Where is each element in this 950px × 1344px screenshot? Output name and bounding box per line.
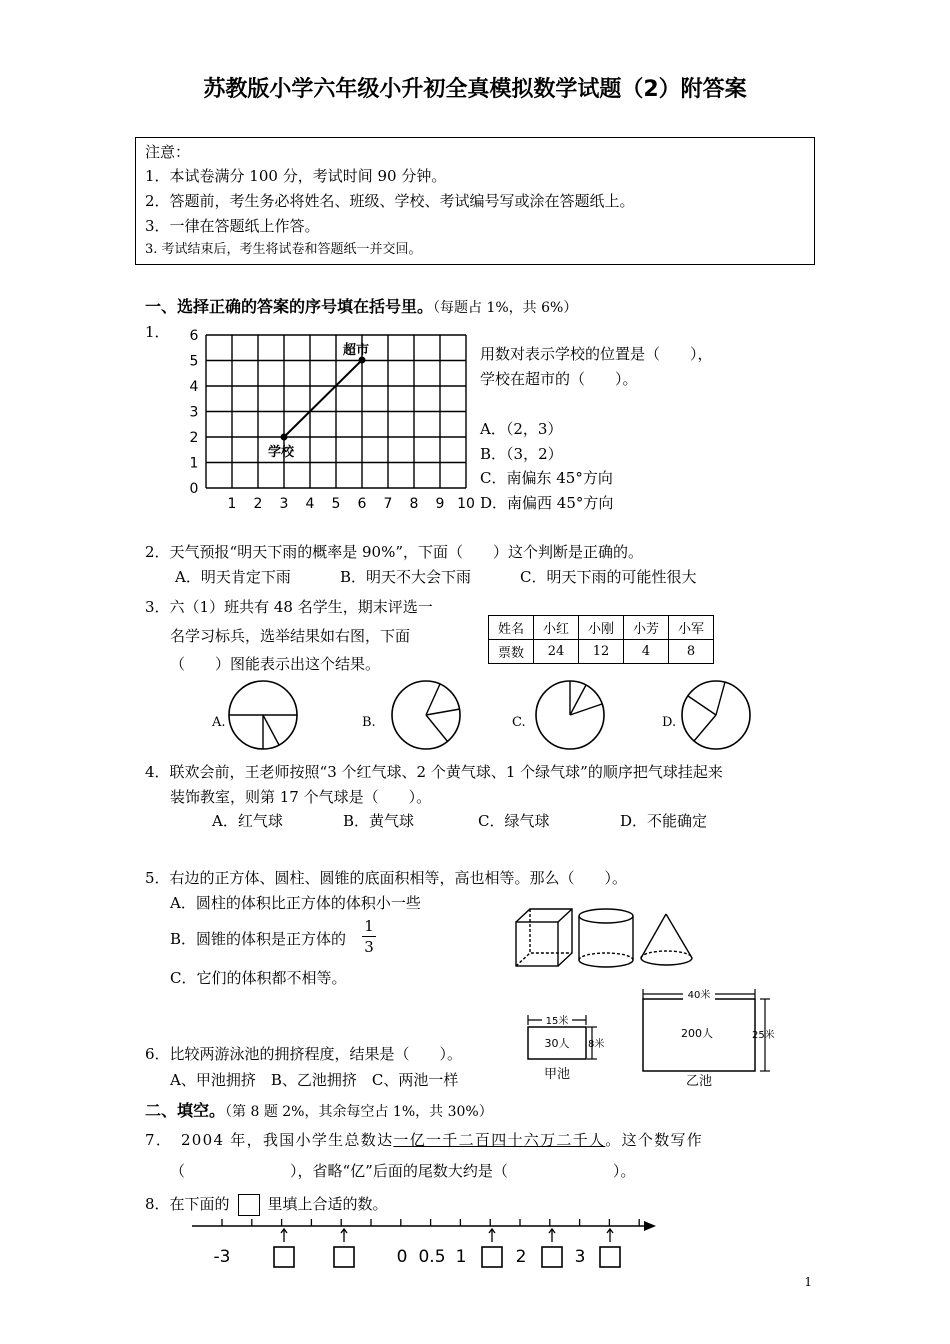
q7-line2: （ ），省略“亿”后面的尾数大约是（ ）。	[170, 1162, 636, 1180]
pool-b-height: 25米	[752, 1030, 775, 1041]
q1-option-b: B．（3，2）	[480, 445, 563, 463]
page-number: 1	[804, 1275, 812, 1289]
x-tick-label: 4	[305, 496, 315, 512]
nl-label: -3	[213, 1247, 231, 1267]
pool-b-width: 40米	[687, 990, 711, 1001]
vote-cell: 24	[534, 640, 579, 664]
pool-a-name: 甲池	[543, 1067, 571, 1082]
q7-underlined: 一亿一千二百四十六万二千人	[393, 1131, 606, 1149]
q6-options: A、甲池拥挤 B、乙池拥挤 C、两池一样	[170, 1071, 459, 1089]
pie-chart-b	[390, 680, 462, 752]
nl-answer-box	[542, 1247, 562, 1267]
x-tick-label: 5	[331, 496, 341, 512]
pie-chart-a	[228, 680, 300, 752]
q2-text: 2．天气预报“明天下雨的概率是 90%”，下面（ ）这个判断是正确的。	[145, 543, 643, 561]
cone-shape	[641, 914, 692, 965]
school-point	[281, 434, 288, 441]
nl-answer-box	[274, 1247, 294, 1267]
vote-cell: 12	[579, 640, 624, 664]
pool-a-width: 15米	[545, 1016, 569, 1027]
notice-item: 3．一律在答题纸上作答。	[145, 217, 320, 235]
q4-option-a: A．红气球	[212, 812, 283, 830]
nl-answer-box	[600, 1247, 620, 1267]
notice-item: 3. 考试结束后，考生将试卷和答题纸一并交回。	[145, 242, 422, 257]
q5-text: 5．右边的正方体、圆柱、圆锥的底面积相等，高也相等。那么（ ）。	[145, 869, 628, 887]
x-tick-label: 3	[279, 496, 289, 512]
cylinder-shape	[579, 909, 633, 967]
section1-title: 一、选择正确的答案的序号填在括号里。	[145, 297, 434, 316]
nl-up-arrow	[549, 1229, 555, 1242]
pools-figure	[520, 985, 790, 1090]
vote-cell: 票数	[489, 640, 534, 664]
q3-line3: （ ）图能表示出这个结果。	[170, 655, 381, 673]
q4-option-d: D．不能确定	[620, 812, 708, 830]
section2-heading	[145, 1098, 493, 1121]
nl-label: 2	[515, 1247, 527, 1267]
vote-cell: 小芳	[624, 616, 669, 640]
q8-text	[145, 1194, 388, 1216]
pool-b-name: 乙池	[685, 1074, 713, 1089]
vote-cell: 小刚	[579, 616, 624, 640]
x-tick-label: 1	[227, 496, 237, 512]
x-tick-label: 7	[383, 496, 393, 512]
q1-option-d: D．南偏西 45°方向	[480, 494, 614, 512]
nl-up-arrow	[281, 1229, 287, 1242]
q4-option-c: C．绿气球	[478, 812, 550, 830]
pie-label-c: C.	[512, 715, 526, 730]
nl-answer-box	[482, 1247, 502, 1267]
notice-heading: 注意：	[145, 143, 191, 161]
number-line	[190, 1214, 670, 1276]
notice-item: 2．答题前，考生务必将姓名、班级、学校、考试编号写或涂在答题纸上。	[145, 192, 635, 210]
q1-number: 1．	[145, 323, 170, 341]
y-tick-label: 2	[189, 430, 199, 446]
vote-table	[488, 615, 714, 664]
q8-post: 里填上合适的数。	[267, 1195, 388, 1213]
page-title: 苏教版小学六年级小升初全真模拟数学试题（2）附答案	[203, 77, 747, 102]
vote-cell: 4	[624, 640, 669, 664]
x-tick-label: 9	[435, 496, 445, 512]
pie-label-a: A.	[212, 715, 226, 730]
section2-title: 二、填空。	[145, 1101, 226, 1120]
q1-option-a: A．（2，3）	[480, 420, 563, 438]
q5-option-a: A．圆柱的体积比正方体的体积小一些	[170, 894, 421, 912]
nl-up-arrow	[607, 1229, 613, 1242]
q2-option-b: B．明天不大会下雨	[340, 568, 472, 586]
q2-option-c: C．明天下雨的可能性很大	[520, 568, 697, 586]
q3-line2: 名学习标兵，选举结果如右图，下面	[170, 627, 411, 645]
section1-note: （每题占 1%，共 6%）	[433, 300, 578, 316]
nl-up-arrow	[341, 1229, 347, 1242]
pool-a-people: 30人	[544, 1037, 570, 1050]
q4-line2: 装饰教室，则第 17 个气球是（ ）。	[170, 788, 432, 806]
school-label: 学校	[268, 445, 295, 460]
y-tick-label: 3	[189, 404, 199, 421]
x-tick-label: 10	[457, 496, 475, 512]
x-tick-label: 6	[357, 496, 367, 512]
vote-cell: 姓名	[489, 616, 534, 640]
nl-label: 0.5	[418, 1247, 446, 1267]
q7-pre: 7． 2004 年，我国小学生总数达	[145, 1131, 394, 1149]
notice-item: 1．本试卷满分 100 分，考试时间 90 分钟。	[145, 167, 447, 185]
q7-post: 。这个数写作	[605, 1131, 704, 1149]
cube-shape	[516, 909, 572, 966]
q1-grid-figure	[180, 325, 480, 515]
q6-text: 6．比较两游泳池的拥挤程度，结果是（ ）。	[145, 1045, 463, 1063]
vote-cell: 小红	[534, 616, 579, 640]
q1-question-line2: 学校在超市的（ ）。	[480, 370, 638, 388]
y-tick-label: 4	[189, 379, 199, 395]
x-tick-label: 8	[409, 496, 419, 512]
q5-option-c: C．它们的体积都不相等。	[170, 969, 347, 987]
section2-note: （第 8 题 2%，其余每空占 1%，共 30%）	[225, 1104, 493, 1120]
nl-label: 0	[396, 1247, 408, 1267]
q4-option-b: B．黄气球	[343, 812, 415, 830]
x-tick-label: 2	[253, 496, 263, 512]
blank-box	[238, 1194, 260, 1216]
q1-question-line1: 用数对表示学校的位置是（ ），	[480, 345, 713, 363]
pie-chart-d	[680, 680, 752, 752]
vote-cell: 8	[669, 640, 714, 664]
pool-b-people: 200人	[681, 1027, 713, 1040]
pie-chart-c	[534, 680, 606, 752]
fraction-denominator: 3	[362, 936, 376, 957]
y-tick-label: 1	[189, 455, 199, 472]
fraction	[362, 916, 376, 957]
number-line-arrow	[644, 1221, 656, 1231]
y-tick-label: 6	[189, 328, 199, 344]
nl-label: 3	[574, 1247, 586, 1267]
school-market-line	[284, 360, 362, 437]
q4-line1: 4．联欢会前，王老师按照“3 个红气球、2 个黄气球、1 个绿气球”的顺序把气球挂起来	[145, 763, 723, 781]
vote-table-header	[489, 616, 714, 640]
nl-answer-box	[334, 1247, 354, 1267]
q8-pre: 8．在下面的	[145, 1195, 230, 1213]
section1-heading	[145, 294, 577, 317]
q5-option-b: B．圆锥的体积是正方体的	[170, 930, 347, 948]
nl-up-arrow	[489, 1229, 495, 1242]
q1-option-c: C．南偏东 45°方向	[480, 469, 613, 487]
vote-cell: 小军	[669, 616, 714, 640]
q7-line1	[145, 1130, 703, 1150]
q3-line1: 3．六（1）班共有 48 名学生，期末评选一	[145, 598, 433, 616]
q2-option-a: A．明天肯定下雨	[175, 568, 291, 586]
pie-label-b: B.	[362, 715, 376, 730]
vote-table-row	[489, 640, 714, 664]
nl-label: 1	[455, 1247, 467, 1267]
y-tick-label: 0	[189, 481, 199, 497]
pool-a-height: 8米	[588, 1039, 605, 1050]
pie-label-d: D.	[662, 715, 677, 730]
solids-figure	[512, 906, 704, 972]
notice-box	[135, 137, 815, 265]
y-tick-label: 5	[189, 353, 199, 370]
market-label: 超市	[343, 343, 370, 358]
fraction-numerator: 1	[364, 917, 374, 935]
